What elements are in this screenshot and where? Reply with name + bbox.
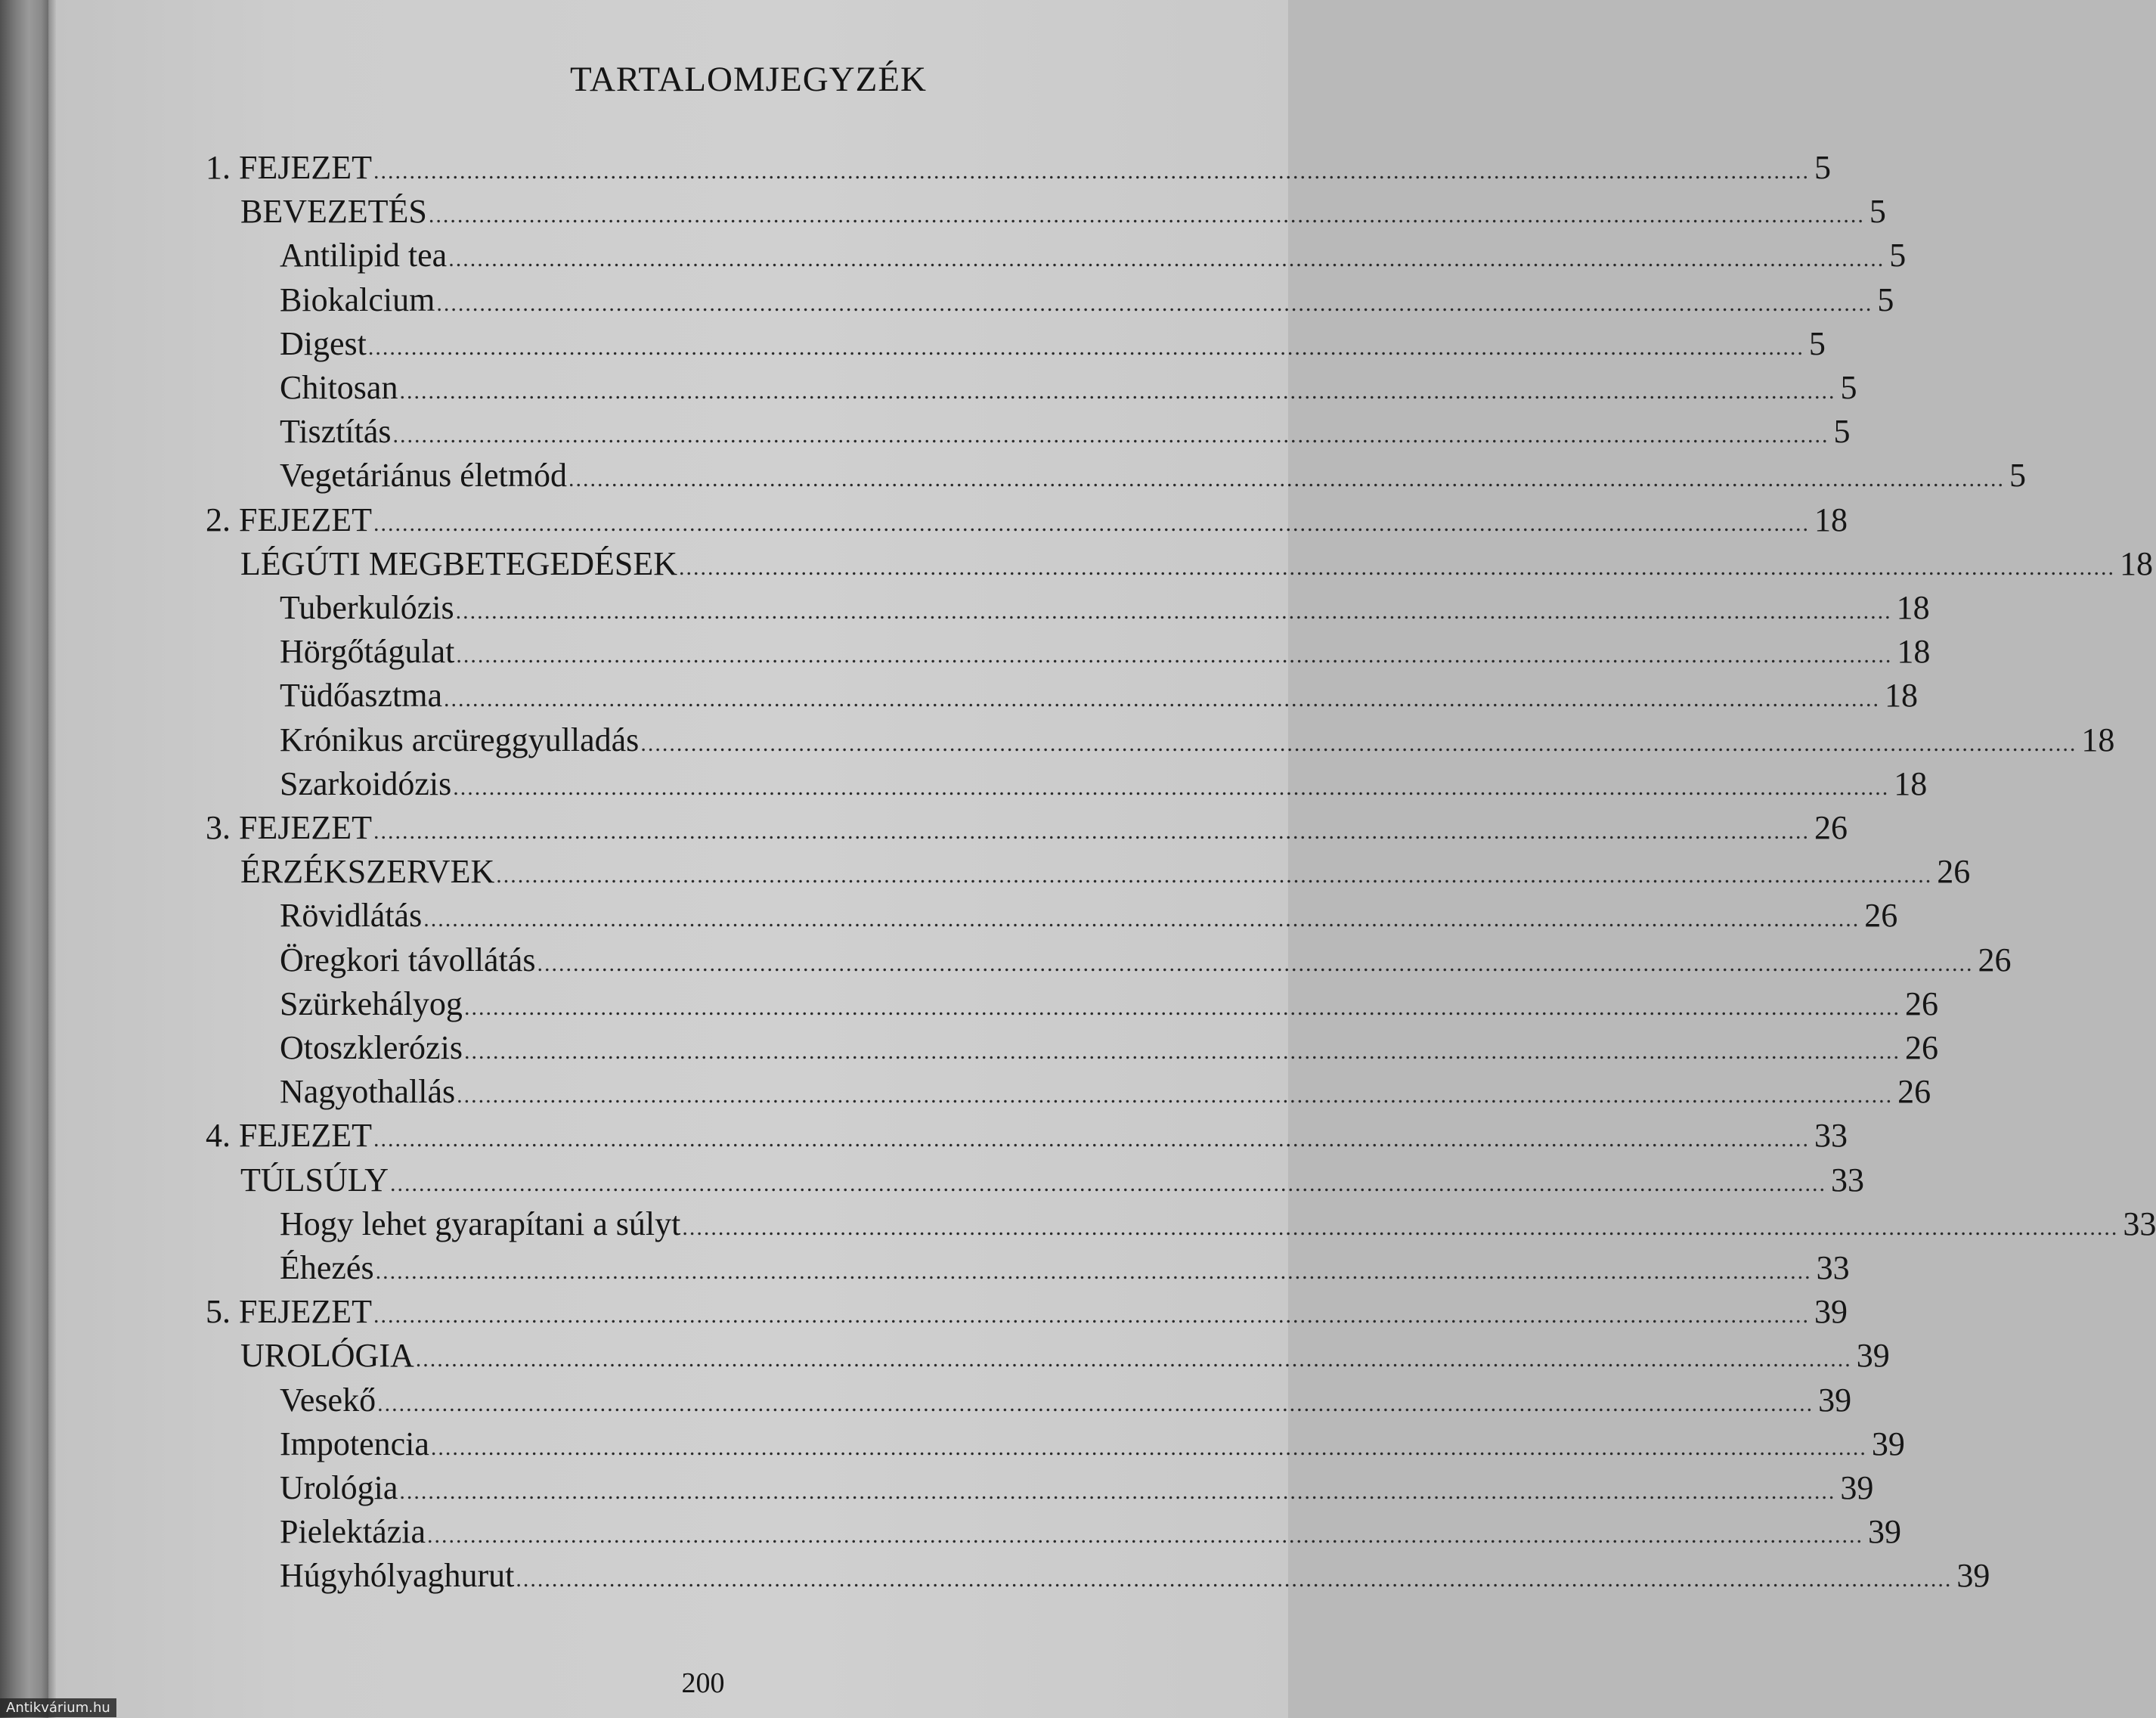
toc-entry-page: 26 xyxy=(1904,985,1938,1022)
toc-entry-page: 5 xyxy=(1889,237,1907,274)
toc-entry-label: 2. FEJEZET xyxy=(206,501,372,538)
toc-entry-label: Nagyothallás xyxy=(280,1073,456,1111)
toc-entry xyxy=(280,896,1898,940)
dot-leader: ........................................................................................................................................................................................................ xyxy=(456,643,1893,668)
toc-entry-page: 26 xyxy=(1814,809,1848,846)
toc-entry-label: Impotencia xyxy=(280,1425,429,1462)
dot-leader: ........................................................................................................................................................................................................ xyxy=(373,1303,1810,1329)
toc-entry-label: 5. FEJEZET xyxy=(206,1293,372,1331)
toc-entry xyxy=(280,412,1851,456)
toc-entry-page: 18 xyxy=(1885,677,1919,715)
toc-entry-page: 39 xyxy=(1871,1425,1905,1462)
page-title: TARTALOMJEGYZÉK xyxy=(570,60,927,99)
watermark: Antikvárium.hu xyxy=(0,1698,116,1717)
toc-entry xyxy=(206,808,1848,852)
toc-entry-label: Tisztítás xyxy=(280,413,392,451)
toc-entry-page: 33 xyxy=(1814,1117,1848,1155)
dot-leader: ........................................................................................................................................................................................................ xyxy=(463,1039,1900,1064)
toc-entry-label: Chitosan xyxy=(280,369,398,406)
toc-entry-label: Pielektázia xyxy=(280,1513,426,1551)
toc-entry-page: 26 xyxy=(1937,853,1971,891)
toc-entry xyxy=(280,941,2012,985)
dot-leader: ........................................................................................................................................................................................................ xyxy=(640,730,2077,756)
toc-entry xyxy=(280,324,1826,368)
toc-entry-label: Éhezés xyxy=(280,1249,374,1286)
toc-entry-page: 39 xyxy=(1856,1337,1890,1375)
dot-leader: ........................................................................................................................................................................................................ xyxy=(453,774,1890,800)
dot-leader: ........................................................................................................................................................................................................ xyxy=(537,950,1974,976)
toc-entry xyxy=(240,1336,1890,1380)
book-spine xyxy=(0,0,48,1718)
toc-entry-label: Antilipid tea xyxy=(280,237,448,274)
toc-entry-label: 4. FEJEZET xyxy=(206,1117,372,1155)
toc-entry xyxy=(280,1468,1874,1512)
toc-entry xyxy=(280,1028,1938,1072)
dot-leader: ........................................................................................................................................................................................................ xyxy=(496,863,1933,888)
toc-entry-label: Biokalcium xyxy=(280,281,435,318)
toc-entry-label: Digest xyxy=(280,324,367,362)
dot-leader: ........................................................................................................................................................................................................ xyxy=(415,1347,1852,1372)
dot-leader: ........................................................................................................................................................................................................ xyxy=(373,159,1810,184)
toc-entry-label: Szarkoidózis xyxy=(280,764,452,802)
toc-entry-label: Szürkehályog xyxy=(280,985,463,1022)
dot-leader: ........................................................................................................................................................................................................ xyxy=(463,994,1900,1020)
toc-entry-page: 18 xyxy=(2081,721,2115,758)
toc-entry-label: 1. FEJEZET xyxy=(206,149,372,186)
toc-entry-label: Tuberkulózis xyxy=(280,589,454,626)
toc-entry xyxy=(280,281,1894,324)
toc-entry-page: 26 xyxy=(1897,1073,1931,1111)
dot-leader: ........................................................................................................................................................................................................ xyxy=(427,1523,1864,1549)
toc-entry-label: Tüdőasztma xyxy=(280,677,443,715)
toc-entry-label: Öregkori távollátás xyxy=(280,941,536,978)
toc-entry-page: 33 xyxy=(1816,1249,1850,1286)
dot-leader: ........................................................................................................................................................................................................ xyxy=(373,510,1810,536)
dot-leader: ........................................................................................................................................................................................................ xyxy=(679,554,2116,580)
toc-entry-label: BEVEZETÉS xyxy=(240,193,427,231)
dot-leader: ........................................................................................................................................................................................................ xyxy=(373,819,1810,844)
page-number: 200 xyxy=(681,1667,725,1699)
toc-entry-page: 33 xyxy=(2123,1205,2156,1242)
toc-entry-page: 5 xyxy=(1833,413,1851,451)
toc-entry-page: 26 xyxy=(1864,897,1898,935)
dot-leader: ........................................................................................................................................................................................................ xyxy=(373,1127,1810,1152)
page-edge-shadow xyxy=(48,0,56,1718)
toc-entry xyxy=(280,1512,1902,1556)
toc-entry xyxy=(280,368,1857,412)
toc-entry-label: Urológia xyxy=(280,1469,398,1506)
toc-entry xyxy=(280,676,1919,720)
dot-leader: ........................................................................................................................................................................................................ xyxy=(568,467,2005,492)
dot-leader: ........................................................................................................................................................................................................ xyxy=(457,1083,1894,1109)
toc-entry-label: UROLÓGIA xyxy=(240,1337,414,1375)
dot-leader: ........................................................................................................................................................................................................ xyxy=(455,599,1892,624)
dot-leader: ........................................................................................................................................................................................................ xyxy=(399,379,1836,404)
toc-entry-label: Húgyhólyaghurut xyxy=(280,1557,515,1595)
toc-entry-label: Krónikus arcüreggyulladás xyxy=(280,721,640,758)
toc-entry-page: 18 xyxy=(2120,544,2154,582)
toc-entry-page: 5 xyxy=(2009,457,2026,495)
toc-entry-label: Hörgőtágulat xyxy=(280,633,455,671)
toc-entry xyxy=(280,764,1928,808)
toc-entry xyxy=(240,544,2154,588)
toc-entry-page: 18 xyxy=(1814,501,1848,538)
toc-entry-page: 33 xyxy=(1831,1161,1865,1199)
toc-entry xyxy=(280,456,2026,500)
dot-leader: ........................................................................................................................................................................................................ xyxy=(436,290,1873,316)
toc-entry xyxy=(280,632,1931,676)
toc-entry-page: 39 xyxy=(1868,1513,1902,1551)
toc-entry xyxy=(240,1161,1865,1205)
toc-entry-label: Otoszklerózis xyxy=(280,1029,463,1066)
toc-entry-page: 5 xyxy=(1814,149,1831,186)
toc-entry xyxy=(206,1116,1848,1160)
toc-entry-label: 3. FEJEZET xyxy=(206,809,372,846)
toc-entry-page: 5 xyxy=(1877,281,1894,318)
dot-leader: ........................................................................................................................................................................................................ xyxy=(390,1171,1827,1196)
dot-leader: ........................................................................................................................................................................................................ xyxy=(430,1434,1867,1460)
toc-entry-page: 39 xyxy=(1814,1293,1848,1331)
toc-entry xyxy=(280,1425,1905,1468)
toc-entry xyxy=(206,148,1831,192)
toc-entry-page: 39 xyxy=(1956,1557,1990,1595)
toc-entry-page: 18 xyxy=(1896,589,1930,626)
toc-entry-page: 26 xyxy=(1978,941,2012,978)
toc-entry-page: 5 xyxy=(1840,369,1857,406)
dot-leader: ........................................................................................................................................................................................................ xyxy=(375,1259,1812,1284)
dot-leader: ........................................................................................................................................................................................................ xyxy=(682,1214,2119,1240)
toc-entry xyxy=(280,985,1938,1028)
toc-entry-label: Rövidlátás xyxy=(280,897,423,935)
toc-entry xyxy=(280,588,1930,632)
toc-entry xyxy=(206,1292,1848,1336)
toc-entry xyxy=(280,1381,1852,1425)
toc-entry xyxy=(280,721,2115,764)
dot-leader: ........................................................................................................................................................................................................ xyxy=(428,203,1865,228)
dot-leader: ........................................................................................................................................................................................................ xyxy=(444,687,1881,712)
dot-leader: ........................................................................................................................................................................................................ xyxy=(377,1391,1814,1416)
toc-entry-page: 5 xyxy=(1808,324,1826,362)
toc-entry-page: 39 xyxy=(1818,1381,1852,1419)
toc-entry-page: 18 xyxy=(1894,764,1928,802)
toc-entry-label: Vesekő xyxy=(280,1381,376,1419)
toc-entry-label: TÚLSÚLY xyxy=(240,1161,389,1199)
toc-entry-label: Hogy lehet gyarapítani a súlyt xyxy=(280,1205,681,1242)
toc-entry xyxy=(280,1248,1850,1292)
toc-entry xyxy=(280,236,1907,280)
dot-leader: ........................................................................................................................................................................................................ xyxy=(516,1567,1953,1592)
toc-entry-page: 26 xyxy=(1904,1029,1938,1066)
dot-leader: ........................................................................................................................................................................................................ xyxy=(367,334,1804,360)
toc-entry-label: ÉRZÉKSZERVEK xyxy=(240,853,495,891)
toc-entry-page: 18 xyxy=(1897,633,1931,671)
toc-entry-page: 5 xyxy=(1869,193,1886,231)
toc-entry-label: Vegetáriánus életmód xyxy=(280,457,567,495)
toc-entry xyxy=(240,192,1886,236)
toc-entry xyxy=(280,1072,1931,1116)
toc-entry xyxy=(240,852,1971,896)
toc-entry xyxy=(280,1205,2156,1248)
toc-entry-page: 39 xyxy=(1840,1469,1874,1506)
toc-entry xyxy=(280,1556,1990,1600)
dot-leader: ........................................................................................................................................................................................................ xyxy=(423,907,1860,932)
dot-leader: ........................................................................................................................................................................................................ xyxy=(392,423,1829,448)
dot-leader: ........................................................................................................................................................................................................ xyxy=(448,247,1885,272)
toc-entry-label: LÉGÚTI MEGBETEGEDÉSEK xyxy=(240,544,678,582)
toc-entry xyxy=(206,501,1848,544)
dot-leader: ........................................................................................................................................................................................................ xyxy=(399,1479,1836,1504)
